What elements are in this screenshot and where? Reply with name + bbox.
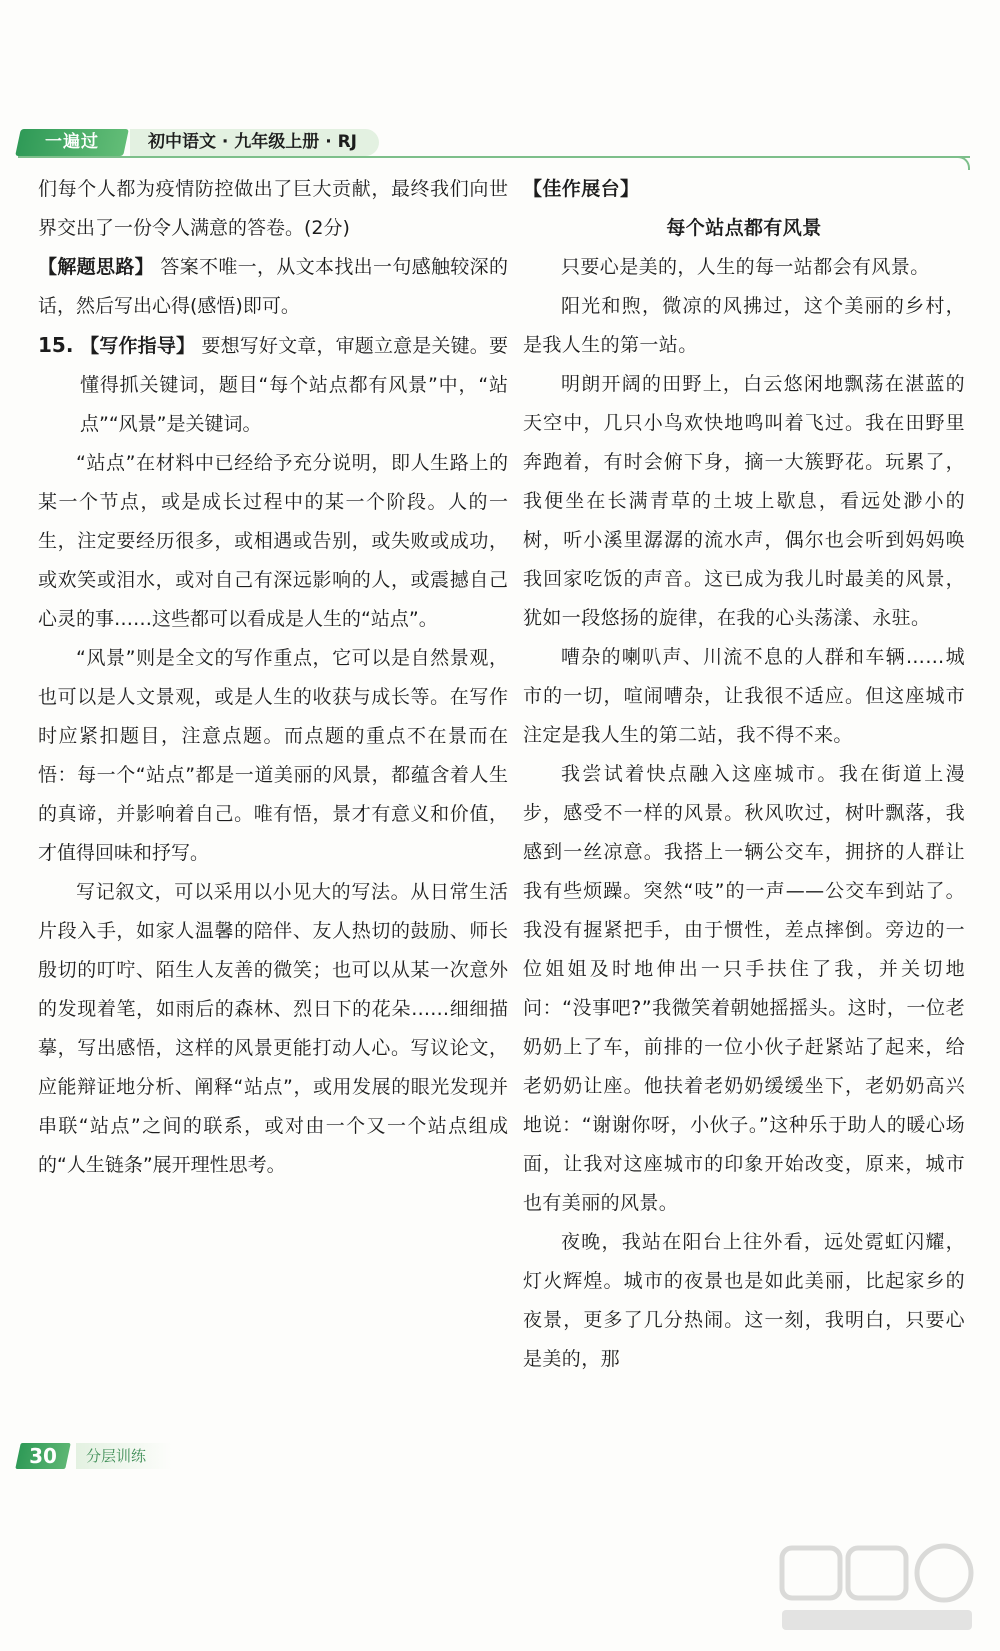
essay-title: 每个站点都有风景: [666, 217, 822, 239]
guide-paragraph: “站点”在材料中已经给予充分说明，即人生路上的某一个节点，或是成长过程中的某一个阶段。人的一生，注定要经历很多，或相遇或告别，或失败或成功，或欢笑或泪水，或对自己有深远影响的人，或震撼自己心灵的事……这些都可以看成是人生的“站点”。: [38, 452, 508, 630]
writing-guide-tag: 【写作指导】: [80, 335, 196, 357]
header-divider-curve: [954, 156, 970, 170]
subject-tab: [130, 129, 379, 156]
watermark-logo-icon: [772, 1540, 982, 1640]
subject-label: 初中语文 · 九年级上册 · RJ: [148, 132, 358, 152]
essay-paragraph: 明朗开阔的田野上，白云悠闲地飘荡在湛蓝的天空中，几只小鸟欢快地鸣叫着飞过。我在田野里奔跑着，有时会俯下身，摘一大簇野花。玩累了，我便坐在长满青草的土坡上歇息，看远处渺小的树，听小溪里潺潺的流水声，偶尔也会听到妈妈唤我回家吃饭的声音。这已成为我儿时最美的风景，犹如一段悠扬的旋律，在我的心头荡漾、永驻。: [523, 373, 965, 629]
page-number: 30: [29, 1444, 57, 1468]
brand-badge: [15, 129, 129, 156]
solution-hint-tag: 【解题思路】: [38, 256, 154, 278]
essay-paragraph: 阳光和煦，微凉的风拂过，这个美丽的乡村，是我人生的第一站。: [523, 295, 965, 356]
page-footer: [18, 1443, 188, 1469]
guide-paragraph: “风景”则是全文的写作重点，它可以是自然景观，也可以是人文景观，或是人生的收获与成长等。在写作时应紧扣题目，注意点题。而点题的重点不在景而在悟：每一个“站点”都是一道美丽的风景，都蕴含着人生的真谛，并影响着自己。唯有悟，景才有意义和价值，才值得回味和抒写。: [38, 647, 508, 864]
page-number-badge: [15, 1443, 71, 1469]
section-tag: 【佳作展台】: [523, 178, 640, 200]
solution-hint-text: 答案不唯一，从文本找出一句感触较深的话，然后写出心得(感悟)即可。: [38, 256, 508, 317]
solution-hint: [38, 248, 508, 326]
essay-paragraph: 我尝试着快点融入这座城市。我在街道上漫步，感受不一样的风景。秋风吹过，树叶飘落，我感到一丝凉意。我搭上一辆公交车，拥挤的人群让我有些烦躁。突然“吱”的一声——公交车到站了。我没有握紧把手，由于惯性，差点摔倒。旁边的一位姐姐及时地伸出一只手扶住了我，并关切地问：“没事吧?”我微笑着朝她摇摇头。这时，一位老奶奶上了车，前排的一位小伙子赶紧站了起来，给老奶奶让座。他扶着老奶奶缓缓坐下，老奶奶高兴地说：“谢谢你呀，小伙子。”这种乐于助人的暖心场面，让我对这座城市的印象开始改变，原来，城市也有美丽的风景。: [523, 763, 965, 1214]
page-header: [18, 127, 970, 163]
question-number: 15.: [38, 333, 74, 357]
guide-paragraph: 写记叙文，可以采用以小见大的写法。从日常生活片段入手，如家人温馨的陪伴、友人热切的鼓励、师长殷切的叮咛、陌生人友善的微笑；也可以从某一次意外的发现着笔，如雨后的森林、烈日下的花朵……细细描摹，写出感悟，这样的风景更能打动人心。写议论文，应能辩证地分析、阐释“站点”，或用发展的眼光发现并串联“站点”之间的联系，或对由一个又一个站点组成的“人生链条”展开理性思考。: [38, 881, 508, 1176]
answer-continuation: 们每个人都为疫情防控做出了巨大贡献，最终我们向世界交出了一份令人满意的答卷。(2分): [38, 178, 508, 239]
question-15: [38, 326, 508, 444]
writing-guide-text: 要想写好文章，审题立意是关键。要懂得抓关键词，题目“每个站点都有风景”中，“站点”“风景”是关键词。: [80, 335, 508, 435]
right-column: [523, 170, 965, 1379]
footer-label-tab: [76, 1443, 172, 1469]
left-column: [38, 170, 508, 1185]
header-divider: [18, 156, 970, 158]
essay-paragraph: 只要心是美的，人生的每一站都会有风景。: [561, 256, 930, 278]
essay-paragraph: 嘈杂的喇叭声、川流不息的人群和车辆……城市的一切，喧闹嘈杂，让我很不适应。但这座城市注定是我人生的第二站，我不得不来。: [523, 646, 965, 746]
brand-label: 一遍过: [45, 132, 99, 152]
footer-label: 分层训练: [86, 1447, 147, 1465]
essay-paragraph: 夜晚，我站在阳台上往外看，远处霓虹闪耀，灯火辉煌。城市的夜景也是如此美丽，比起家乡的夜景，更多了几分热闹。这一刻，我明白，只要心是美的，那: [523, 1231, 965, 1370]
